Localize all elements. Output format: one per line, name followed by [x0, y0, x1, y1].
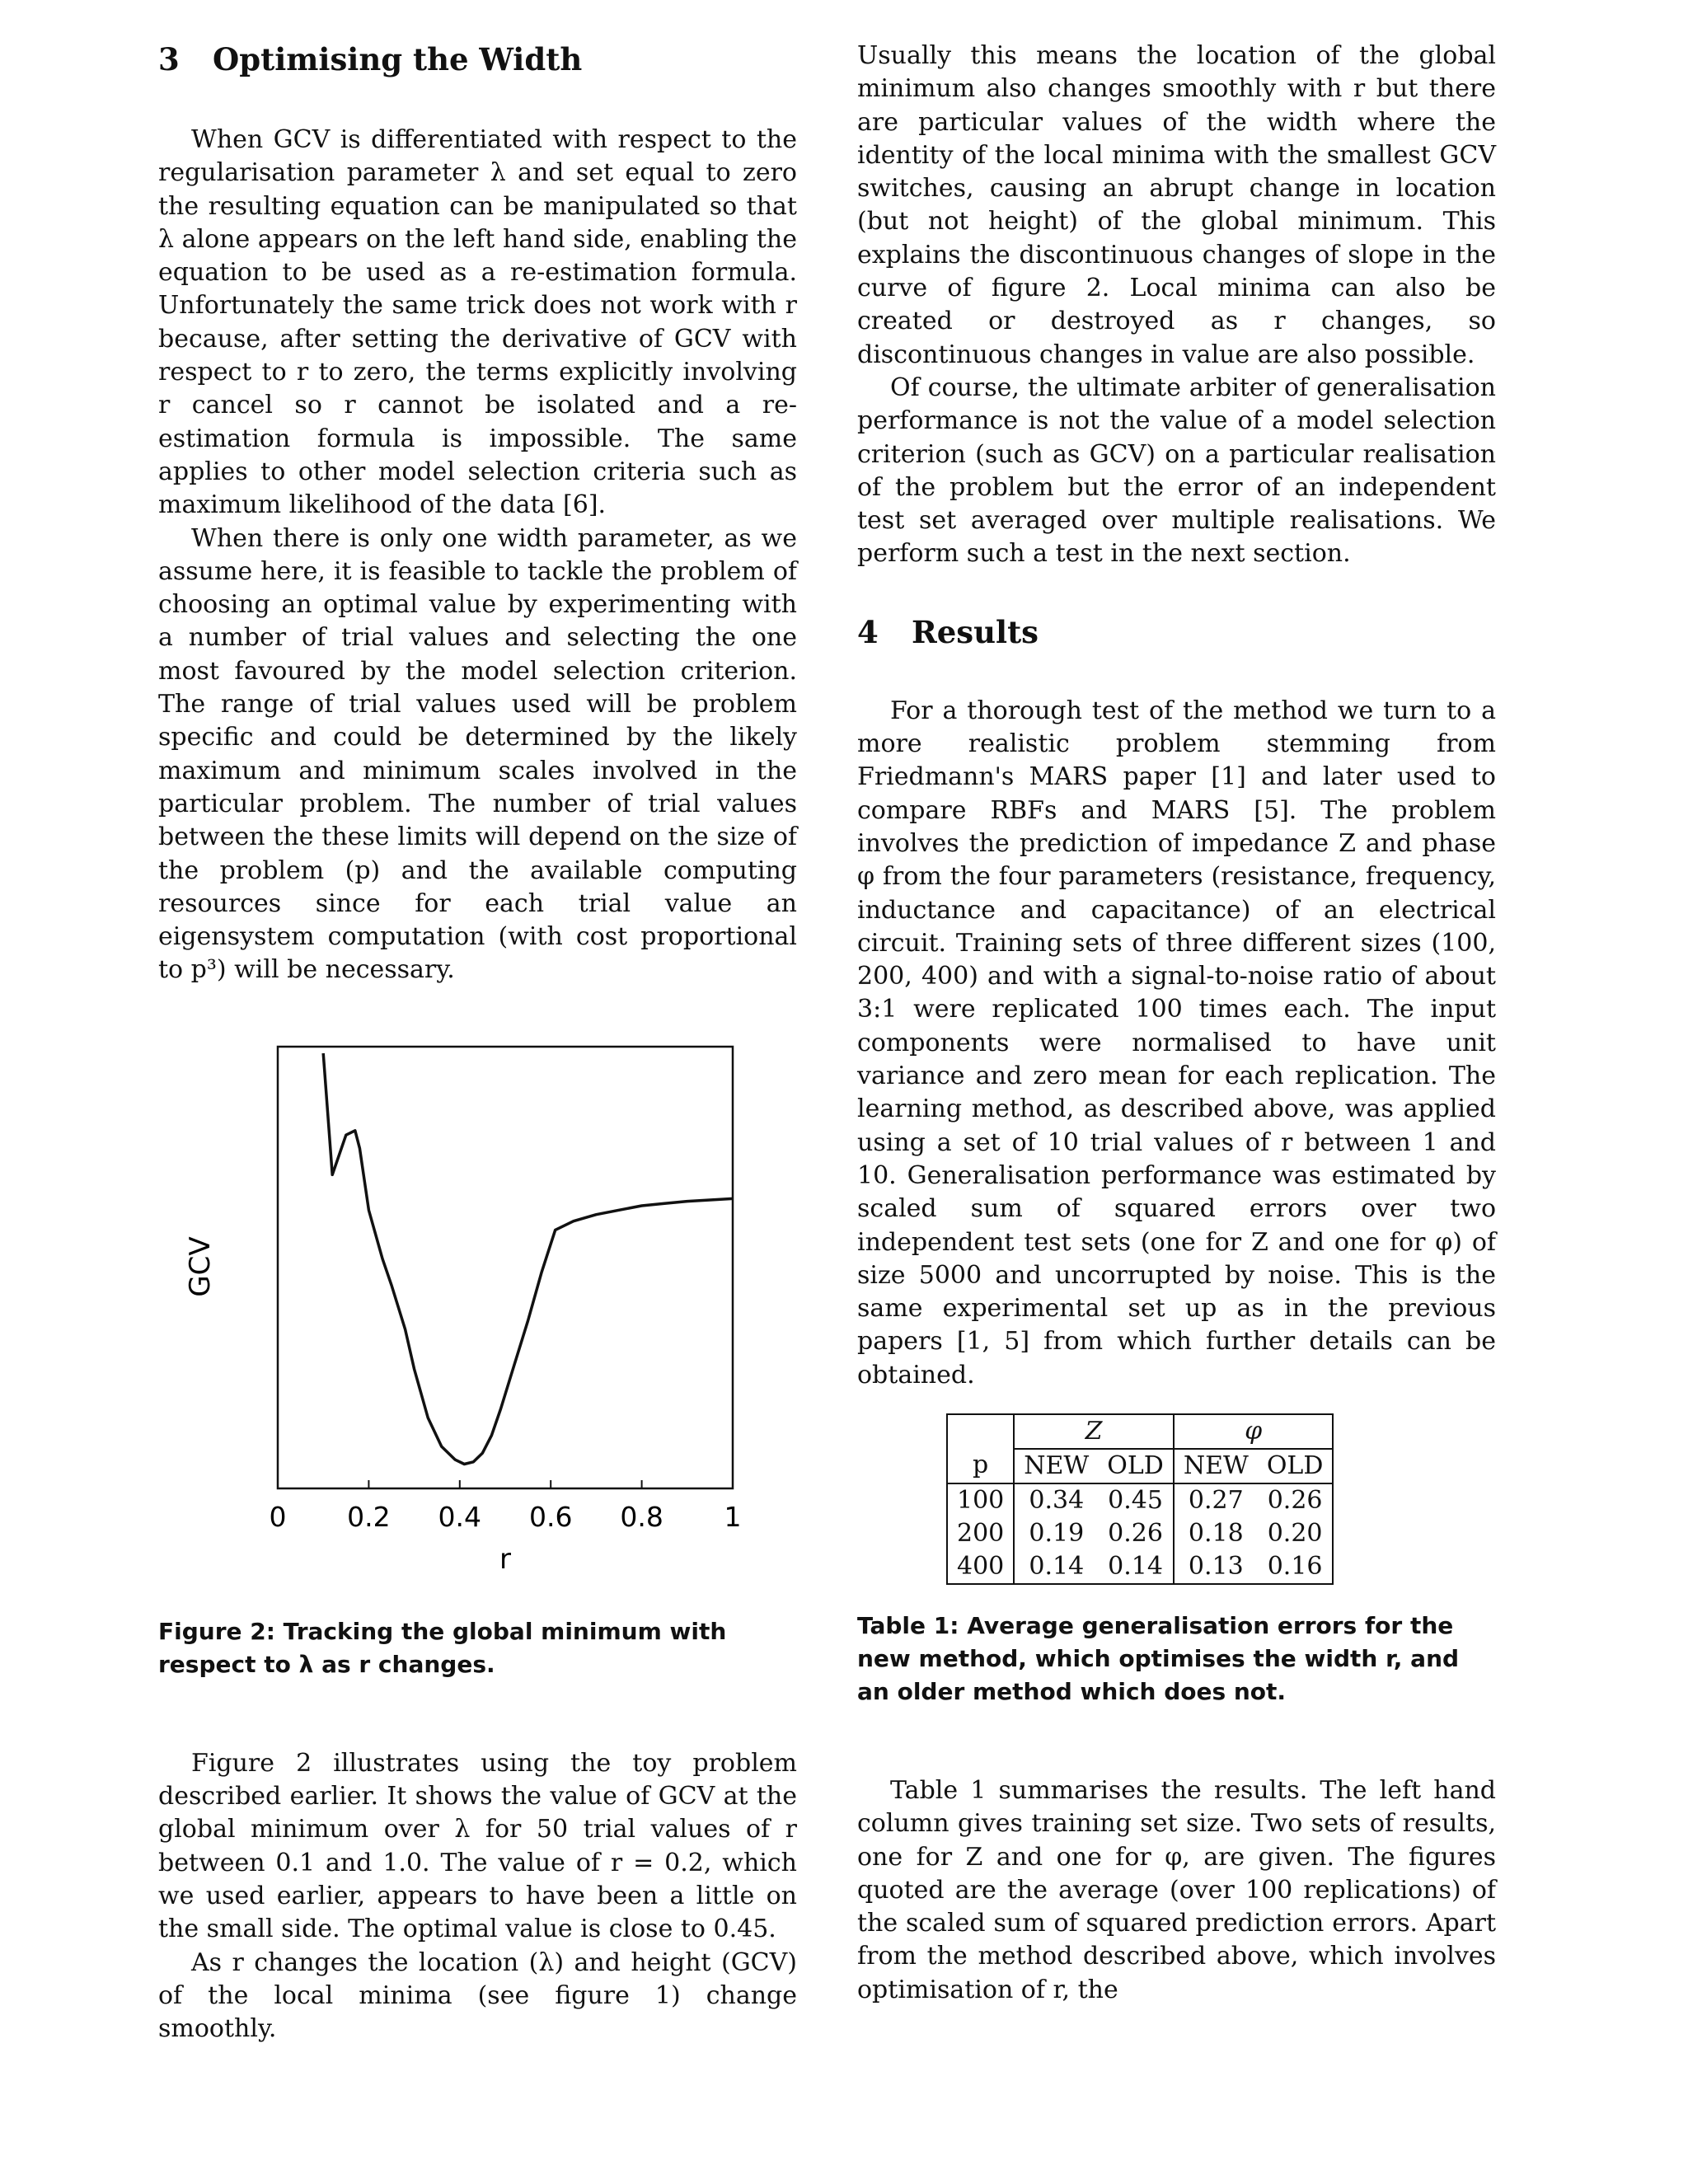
x-tick-label: 0.2 [347, 1500, 391, 1533]
body-paragraph: When GCV is differentiated with respect to the regularisation parameter λ and set equal to zero the resulting equation can be manipulated so that λ alone appears on the left hand side, enabling the equation to be used as a re-estimation formula. Unfortunately the same trick does not work with r because, after setting the derivative of GCV with respect to r to zero, the terms explicitly involving r cancel so r cannot be isolated and a re-estimation formula is impossible. The same applies to other model selection criteria such as maximum likelihood of the data [6]. [158, 125, 797, 520]
table-cell: 0.14 [1098, 1550, 1174, 1584]
table-1-wrap [857, 1413, 1496, 1585]
body-paragraph: Of course, the ultimate arbiter of generalisation performance is not the value of a model selection criterion (such as GCV) on a particular realisation of the problem but the error of an independent test set averaged over multiple realisations. We perform such a test in the next section. [857, 373, 1496, 569]
table-cell: 0.26 [1098, 1517, 1174, 1550]
x-tick-label: 0.8 [620, 1500, 663, 1533]
table-cell: 0.26 [1258, 1483, 1334, 1517]
section-4-heading [857, 612, 1496, 652]
table-row [947, 1550, 1333, 1584]
group-header-z: Z [1014, 1414, 1174, 1449]
table-cell: 0.20 [1258, 1517, 1334, 1550]
table-row [947, 1517, 1333, 1550]
x-tick-label: 0 [269, 1500, 287, 1533]
section-number: 3 [158, 41, 180, 77]
section-title: Optimising the Width [213, 41, 583, 77]
table-cell: 0.34 [1014, 1483, 1098, 1517]
left-column [158, 40, 797, 2046]
table-cell: 0.13 [1174, 1550, 1258, 1584]
table-cell: 0.27 [1174, 1483, 1258, 1517]
col-header: NEW [1014, 1449, 1098, 1483]
table-cell: 400 [947, 1550, 1014, 1584]
y-axis-label: GCV [184, 1236, 217, 1297]
table-1-caption: Table 1: Average generalisation errors for the new method, which optimises the width r, and an older method which does not. [857, 1611, 1460, 1705]
body-paragraph: As r changes the location (λ) and height (GCV) of the local minima (see figure 1) change smoothly. [158, 1947, 797, 2044]
table-cell: 0.16 [1258, 1550, 1334, 1584]
results-table [946, 1413, 1334, 1585]
table-cell: 0.14 [1014, 1550, 1098, 1584]
figure-2 [158, 1040, 797, 1601]
figure-2-caption: Figure 2: Tracking the global minimum with respect to λ as r changes. [158, 1617, 727, 1678]
section-3-heading [158, 40, 797, 79]
table-cell: 200 [947, 1517, 1014, 1550]
table-cell: 0.18 [1188, 1518, 1244, 1548]
table-row [947, 1483, 1333, 1517]
group-header-phi: φ [1174, 1414, 1334, 1449]
section-title: Results [912, 613, 1039, 650]
col-header: p [947, 1449, 1014, 1483]
table-cell: 0.45 [1098, 1483, 1174, 1517]
body-paragraph: Usually this means the location of the global minimum also changes smoothly with r but there are particular values of the width where the identity of the local minima with the smallest GCV switches, causing an abrupt change in location (but not height) of the global minimum. This explains the discontinuous changes of slope in the curve of figure 2. Local minima can also be created or destroyed as r changes, so discontinuous changes in value are also possible. [857, 41, 1496, 369]
gcv-series-line [323, 1053, 733, 1465]
plot-frame [278, 1047, 733, 1488]
x-tick-label: 0.4 [438, 1500, 482, 1533]
body-paragraph: Table 1 summarises the results. The left hand column gives training set size. Two sets of results, one for Z and one for φ, are given. The figures quoted are the average (over 100 replications) of the scaled sum of squared prediction errors. Apart from the method described above, which involves optimisation of r, the [857, 1775, 1496, 2004]
gcv-line-chart [158, 1040, 797, 1601]
table-cell: 0.19 [1029, 1518, 1085, 1548]
body-paragraph: When there is only one width parameter, as we assume here, it is feasible to tackle the problem of choosing an optimal value by experimenting with a number of trial values and selecting the one most favoured by the model selection criterion. The range of trial values used will be problem specific and could be determined by the likely maximum and minimum scales involved in the particular problem. The number of trial values between the these limits will depend on the size of the problem (p) and the available computing resources since for each trial value an eigensystem computation (with cost proportional to p³) will be necessary. [158, 523, 797, 985]
section-number: 4 [857, 613, 879, 650]
x-tick-label: 1 [724, 1500, 742, 1533]
table-cell: 100 [947, 1483, 1014, 1517]
x-tick-label: 0.6 [528, 1500, 573, 1533]
col-header: NEW [1174, 1449, 1258, 1483]
col-header: OLD [1258, 1449, 1334, 1483]
body-paragraph: For a thorough test of the method we turn to a more realistic problem stemming from Friedmann's MARS paper [1] and later used to compare RBFs and MARS [5]. The problem involves the prediction of impedance Z and phase φ from the four parameters (resistance, frequency, inductance and capacitance) of an electrical circuit. Training sets of three different sizes (100, 200, 400) and with a signal-to-noise ratio of about 3:1 were replicated 100 times each. The input components were normalised to have unit variance and zero mean for each replication. The learning method, as described above, was applied using a set of 10 trial values of r between 1 and 10. Generalisation performance was estimated by scaled sum of squared errors over two independent test sets (one for Z and one for φ) of size 5000 and uncorrupted by noise. This is the same experimental set up as in the previous papers [1, 5] from which further details can be obtained. [857, 696, 1496, 1390]
right-column [857, 40, 1496, 2007]
body-paragraph: Figure 2 illustrates using the toy problem described earlier. It shows the value of GCV at the global minimum over λ for 50 trial values of r between 0.1 and 1.0. The value of r = 0.2, which we used earlier, appears to have been a little on the small side. The optimal value is close to 0.45. [158, 1748, 797, 1944]
x-axis-label: r [499, 1542, 511, 1576]
col-header: OLD [1098, 1449, 1174, 1483]
